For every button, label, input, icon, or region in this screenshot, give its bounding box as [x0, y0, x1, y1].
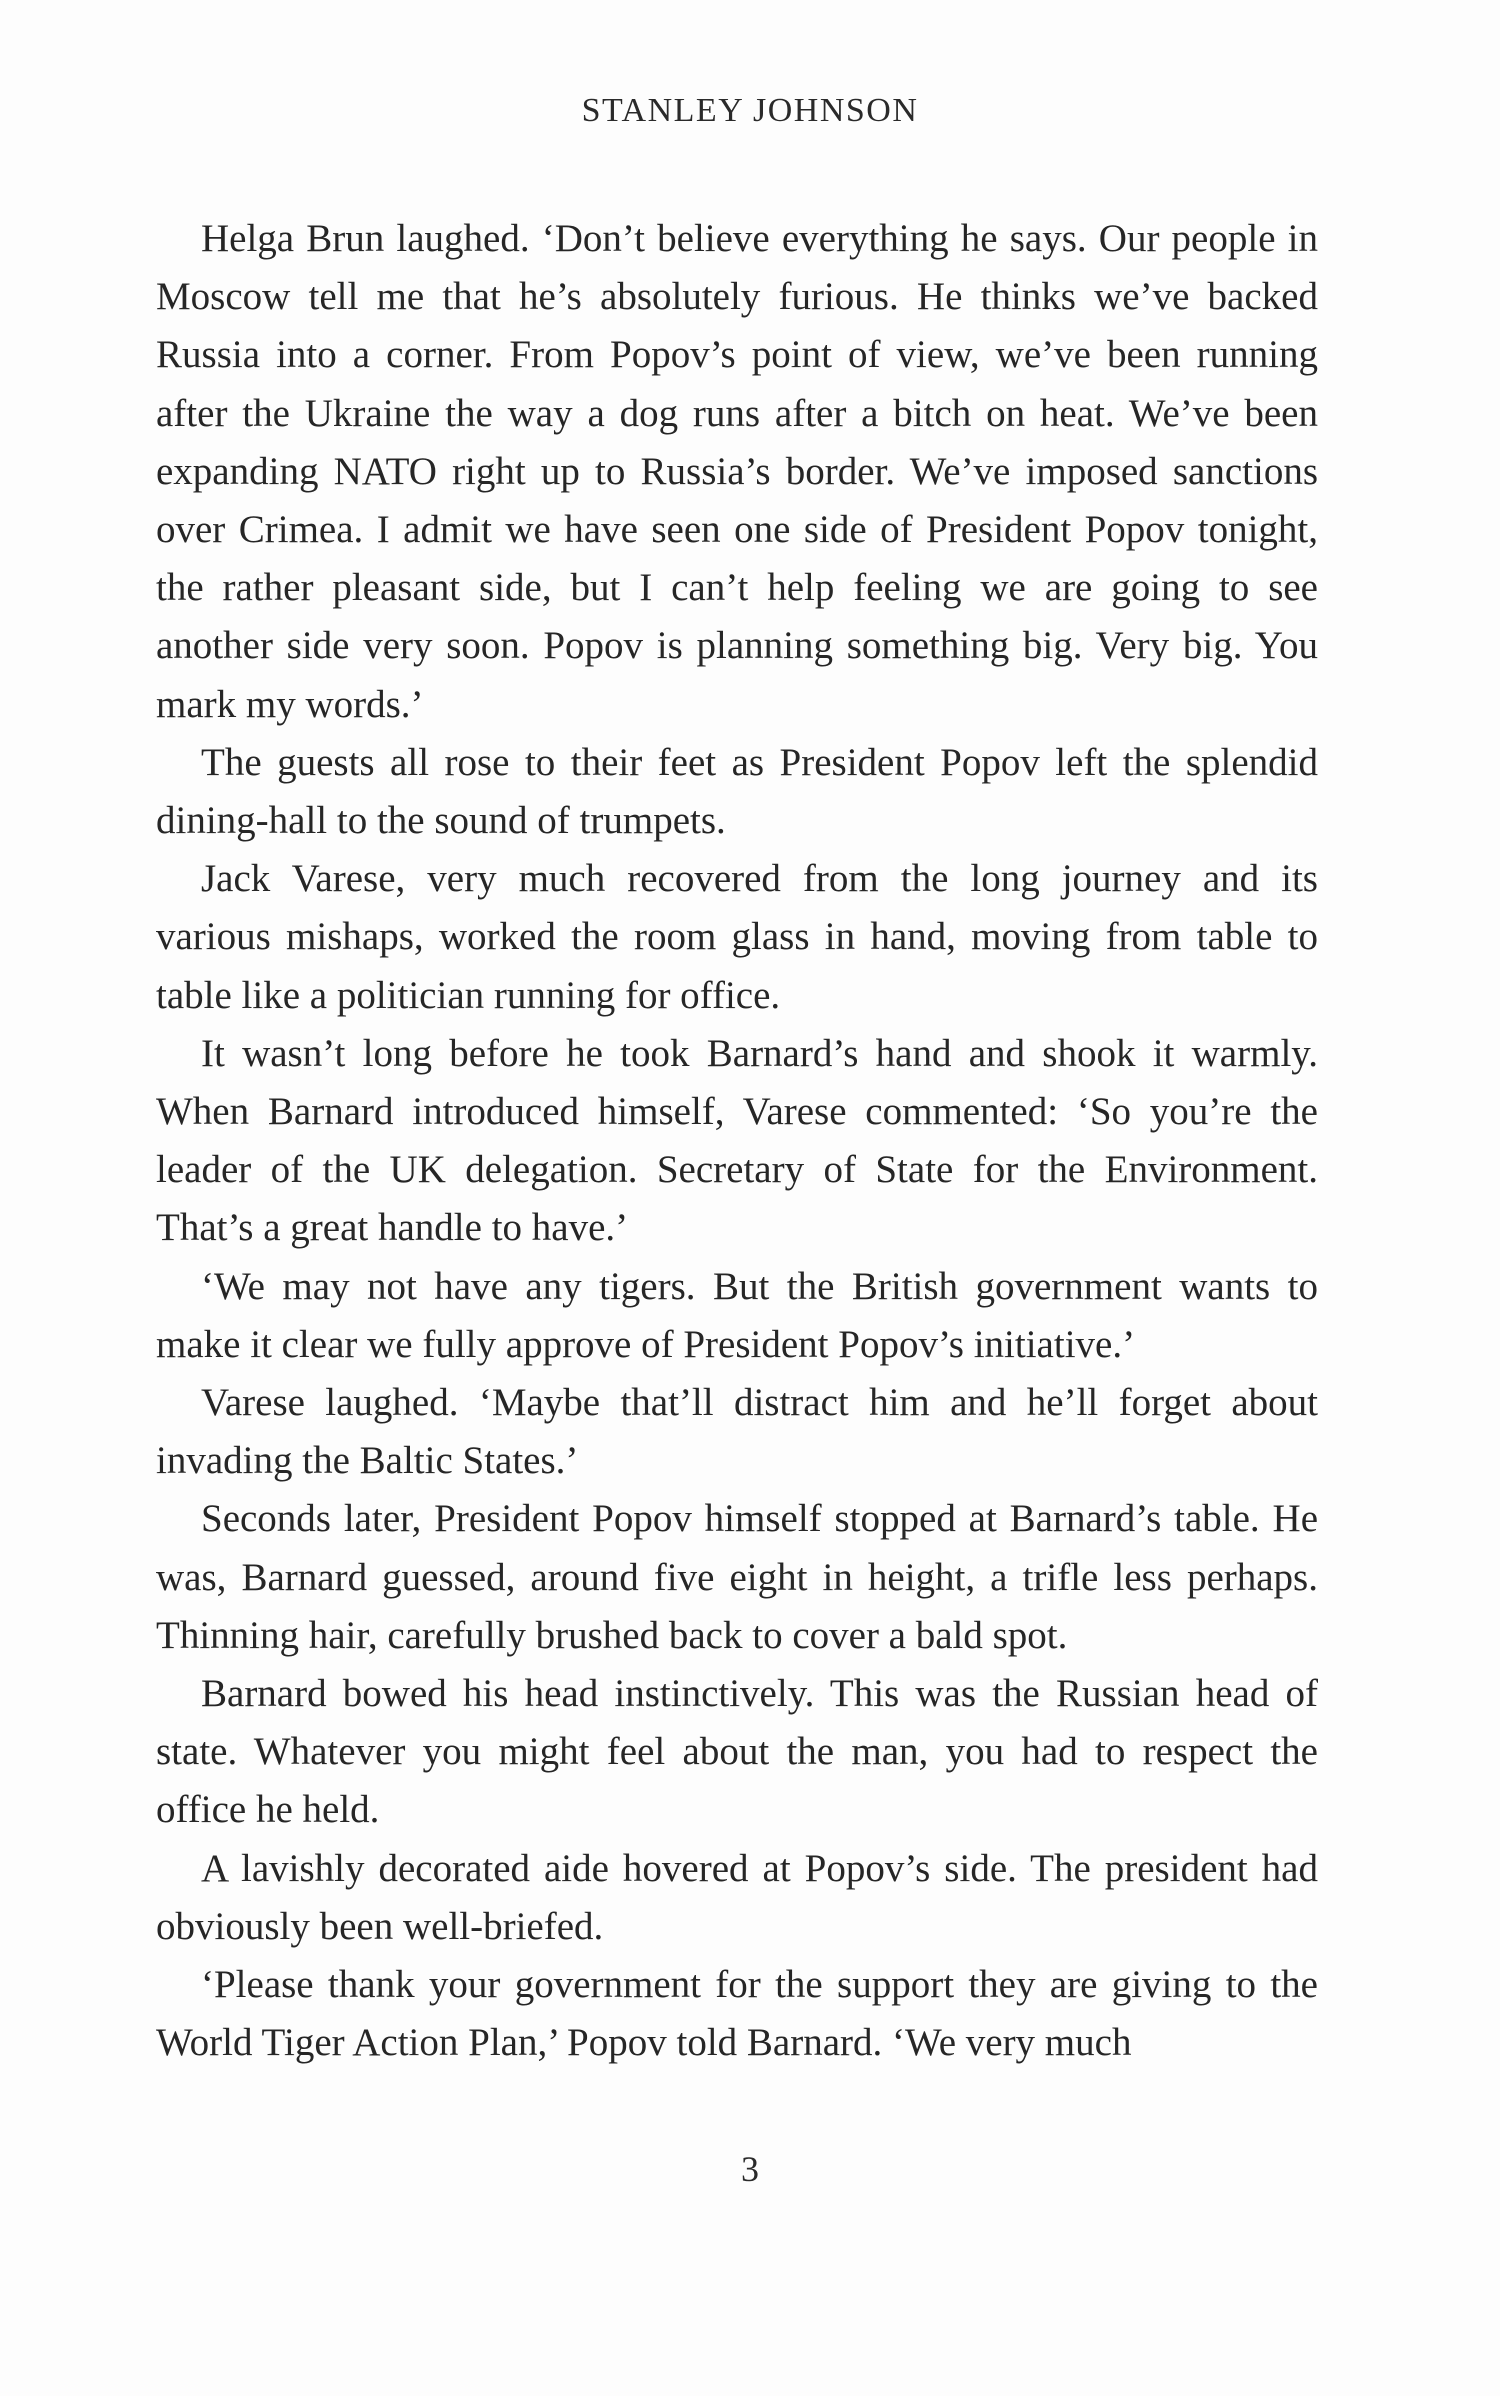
paragraph: It wasn’t long before he took Barnard’s hand and shook it warmly. When Barnard introduced himself, Varese commented: ‘So you’re the leader of the UK delegation. Secretary of State for the Environment. That’s a great handle to have.’: [156, 1031, 1318, 1250]
paragraph: ‘We may not have any tigers. But the British government wants to make it clear we fully approve of President Popov’s initiative.’: [156, 1264, 1318, 1366]
paragraph: Varese laughed. ‘Maybe that’ll distract him and he’ll forget about invading the Baltic States.’: [156, 1381, 1318, 1483]
page-number: 3: [741, 2149, 759, 2189]
paragraph: The guests all rose to their feet as President Popov left the splendid dining-hall to the sound of trumpets.: [156, 740, 1318, 843]
paragraph: Seconds later, President Popov himself stopped at Barnard’s table. He was, Barnard guessed, around five eight in height, a trifle less perhaps. Thinning hair, carefully brushed back to cover a bald spot.: [156, 1497, 1318, 1657]
paragraph: Jack Varese, very much recovered from the long journey and its various mishaps, worked the room glass in hand, moving from table to table like a politician running for office.: [156, 857, 1318, 1017]
paragraph: ‘Please thank your government for the support they are giving to the World Tiger Action Plan,’ Popov told Barnard. ‘We very much: [156, 1963, 1318, 2065]
paragraph: A lavishly decorated aide hovered at Popov’s side. The president had obviously been well-briefed.: [156, 1846, 1318, 1948]
paragraph: Helga Brun laughed. ‘Don’t believe everything he says. Our people in Moscow tell me that he’s absolutely furious. He thinks we’ve backed Russia into a corner. From Popov’s point of view, we’ve been running after the Ukraine the way a dog runs after a bitch on heat. We’ve been expanding NATO right up to Russia’s border. We’ve imposed sanctions over Crimea. I admit we have seen one side of President Popov tonight, the rather pleasant side, but I can’t help feeling we are going to see another side very soon. Popov is planning something big. Very big. You mark my words.’: [156, 217, 1318, 726]
body-text: [156, 210, 1318, 2073]
running-head: STANLEY JOHNSON: [581, 92, 919, 129]
paragraph: Barnard bowed his head instinctively. This was the Russian head of state. Whatever you might feel about the man, you had to respect the office he held.: [156, 1672, 1318, 1832]
